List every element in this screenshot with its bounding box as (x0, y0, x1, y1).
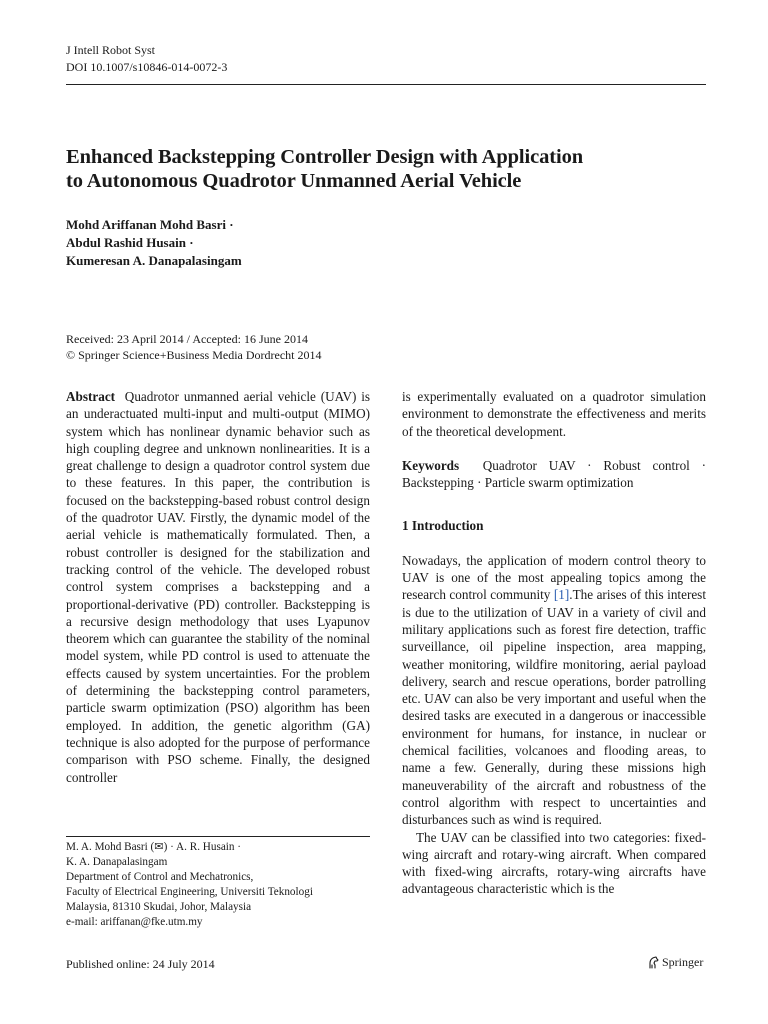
keywords-label: Keywords (402, 457, 460, 473)
email-link[interactable]: e-mail: ariffanan@fke.utm.my (66, 916, 203, 928)
left-column (66, 388, 370, 786)
copyright: © Springer Science+Business Media Dordrecht 2014 (66, 348, 322, 362)
received-accepted: Received: 23 April 2014 / Accepted: 16 June 2014 (66, 332, 308, 346)
affiliation-line: M. A. Mohd Basri (✉) · A. R. Husain · (66, 841, 242, 853)
affiliation-line: Department of Control and Mechatronics, (66, 871, 254, 883)
citation-link[interactable]: [1] (553, 587, 570, 603)
journal-header (66, 42, 227, 76)
abstract-label: Abstract (66, 389, 116, 404)
author-3: Kumeresan A. Danapalasingam (66, 253, 242, 268)
paper-title (66, 145, 706, 193)
author-list (66, 216, 242, 270)
abstract-continued: is experimentally evaluated on a quadrotor simulation environment to demonstrate the effectiveness and merits of the theoretical development. (402, 389, 706, 439)
springer-horse-icon (648, 956, 659, 969)
header-rule (66, 84, 706, 85)
article-dates (66, 331, 322, 363)
keywords-paragraph (402, 457, 706, 492)
affiliation-footnote (66, 840, 370, 930)
intro-paragraph-1: Nowadays, the application of modern control theory to UAV is one of the most appealing topics among the research control community [1].The arises of this interest is due to the utilization of UAV in a variety of civil and military applications such as forest fire detection, traffic surveillance, oil pipeline inspection, area mapping, weather monitoring, wildfire monitoring, aerial payload delivery, search and rescue operations, border patrolling etc. UAV can also be very important and useful when the desired tasks are executed in a dangerous or inaccessible environment for humans, for instance, in nuclear or chemical facilities, volcanoes and flooding areas, to name a few. Generally, during these missions high maneuverability of the aircraft and robustness of the control algorithm with respect to uncertainties and disturbances such as wind is required. (402, 552, 706, 828)
doi[interactable]: DOI 10.1007/s10846-014-0072-3 (66, 60, 228, 74)
author-1: Mohd Ariffanan Mohd Basri · (66, 217, 234, 232)
author-2: Abdul Rashid Husain · (66, 235, 194, 250)
section-heading-introduction: 1 Introduction (402, 518, 484, 534)
affiliation-line: Malaysia, 81310 Skudai, Johor, Malaysia (66, 901, 252, 913)
title-line-1: Enhanced Backstepping Controller Design with Application (66, 146, 584, 168)
journal-name: J Intell Robot Syst (66, 43, 156, 57)
affiliation-line: K. A. Danapalasingam (66, 856, 168, 868)
publisher-name: Springer (662, 955, 704, 969)
intro-paragraph-2: The UAV can be classified into two categories: fixed-wing aircraft and rotary-wing aircraft. When compared with fixed-wing aircrafts, rotary-wing aircrafts have advantageous characteristic which is the (402, 829, 706, 897)
title-line-2: to Autonomous Quadrotor Unmanned Aerial Vehicle (66, 170, 522, 192)
publisher-logo (648, 955, 703, 970)
right-column (402, 388, 706, 898)
footnote-rule (66, 836, 370, 837)
abstract-text-left: Quadrotor unmanned aerial vehicle (UAV) is an underactuated multi-input and multi-output (MIMO) system which has nonlinear dynamic behavior such as high coupling degree and unknown nonlinearities. It is a great challenge to design a quadrotor control system due to these features. In this paper, the contribution is focused on the backstepping-based robust control design of the quadrotor UAV. Firstly, the dynamic model of the aerial vehicle is mathematically formulated. Then, a robust controller is designed for the stabilization and tracking control of the vehicle. The developed robust control system comprises a backstepping and a proportional-derivative (PD) controller. Backstepping is a recursive design methodology that uses Lyapunov theorem which can guarantee the stability of the nominal model system, while PD control is used to attenuate the effects caused by system uncertainties. For the problem of determining the backstepping control parameters, particle swarm optimization (PSO) algorithm has been employed. In addition, the genetic algorithm (GA) technique is also adopted for the purpose of performance comparison with PSO scheme. Finally, the designed controller (66, 389, 371, 785)
published-online: Published online: 24 July 2014 (66, 957, 215, 971)
affiliation-line: Faculty of Electrical Engineering, Universiti Teknologi (66, 886, 313, 898)
abstract-paragraph (66, 388, 370, 786)
keywords-text: Quadrotor UAV · Robust control · Backstepping · Particle swarm optimization (402, 457, 707, 491)
